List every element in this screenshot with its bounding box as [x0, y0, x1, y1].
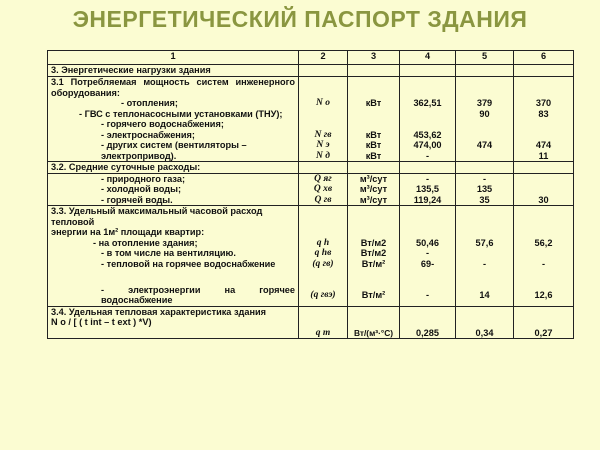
value: 11: [538, 150, 549, 161]
value: 90: [479, 108, 490, 119]
unit: кВт: [365, 98, 382, 108]
section-row: [48, 65, 574, 77]
value: -: [541, 258, 546, 269]
list-item: - электроснабжения;: [101, 129, 195, 140]
unit: кВт: [365, 140, 382, 150]
table-row: [48, 173, 574, 206]
symbol-cell: [299, 173, 348, 206]
unit: м³/сут: [359, 194, 388, 205]
list-item: - горячей воды.: [101, 194, 173, 205]
symbol: q h: [316, 237, 330, 248]
value-cell-col4: [400, 77, 456, 162]
value-cell-col6: [514, 206, 574, 307]
unit: Вт/м²: [361, 258, 386, 269]
row-3-1-description: [48, 77, 299, 162]
symbol-cell: [299, 306, 348, 339]
value: 69-: [420, 258, 435, 269]
list-item: - в том числе на вентиляцию.: [101, 248, 236, 258]
list-item: - отопления;: [121, 98, 178, 108]
unit: Вт/м²: [361, 290, 386, 300]
value: 12,6: [534, 290, 553, 300]
value: -: [482, 258, 487, 269]
unit: кВт: [365, 129, 382, 140]
symbol: N д: [316, 150, 330, 161]
header-col-6: 6: [514, 51, 574, 65]
value-cell-col6: [514, 173, 574, 206]
list-item: - других систем (вентиляторы – электропривод).: [101, 140, 247, 161]
value: -: [425, 248, 430, 258]
value: 57,6: [475, 237, 494, 248]
unit: м³/сут: [359, 184, 388, 194]
symbol: Q яг: [314, 173, 332, 184]
value: 0,34: [475, 327, 494, 338]
value: 370: [535, 98, 552, 108]
row-3-4-description: [48, 306, 299, 339]
header-col-2: 2: [299, 51, 348, 65]
table-row: [48, 206, 574, 307]
value: 474: [476, 140, 493, 150]
list-item: - ГВС с теплонасосными установками (ТНУ);: [79, 108, 283, 119]
row-3-3-description: [48, 206, 299, 307]
list-item: - холодной воды;: [101, 184, 182, 194]
value: 474,00: [413, 140, 442, 150]
header-row: [48, 51, 574, 65]
value: 453,62: [413, 129, 442, 140]
value: -: [482, 173, 487, 184]
symbol: q m: [315, 327, 331, 338]
value: -: [425, 290, 430, 300]
value: -: [425, 150, 430, 161]
value: [517, 130, 570, 141]
value: [517, 248, 570, 259]
value: 135,5: [416, 184, 439, 194]
symbol: (q гвэ): [310, 290, 336, 300]
value: [459, 248, 510, 259]
list-item: - горячего водоснабжения;: [101, 119, 224, 129]
symbol: q hв: [314, 248, 332, 258]
value-cell-col5: [456, 306, 514, 339]
value: 119,24: [413, 194, 442, 205]
table-row: [48, 306, 574, 339]
value-cell-col5: [456, 173, 514, 206]
unit-cell: [348, 306, 400, 339]
list-item: - электроэнергии на горячее водоснабжение: [101, 284, 295, 305]
value-cell-col4: [400, 306, 456, 339]
header-col-1: 1: [48, 51, 299, 65]
value: [459, 151, 510, 162]
unit: Вт/(м³·°С): [353, 327, 394, 338]
symbol: Q хв: [313, 184, 333, 194]
value: [459, 130, 510, 141]
value-cell-col5: [456, 206, 514, 307]
value: [517, 174, 570, 185]
value-cell-col6: [514, 306, 574, 339]
value: 135: [476, 184, 493, 194]
list-item: - тепловой на горячее водоснабжение: [101, 258, 276, 269]
unit: Вт/м2: [360, 237, 387, 248]
symbol-cell: [299, 206, 348, 307]
symbol: Q гв: [314, 194, 332, 205]
unit: Вт/м2: [360, 248, 387, 258]
value-cell-col5: [456, 77, 514, 162]
value: 0,285: [416, 327, 439, 338]
value: 362,51: [413, 98, 442, 108]
list-item: - природного газа;: [101, 173, 186, 184]
list-item: - на отопление здания;: [93, 237, 198, 248]
row-label: энергии на 1м² площади квартир:: [51, 227, 205, 237]
row-3-2-description: [48, 173, 299, 206]
value: 0,27: [534, 327, 553, 338]
value: [517, 184, 570, 195]
formula: N o / [ ( t int – t ext ) *V): [51, 317, 152, 327]
unit-cell: [348, 173, 400, 206]
row-label: 3.1 Потребляемая мощность систем инженерного оборудования:: [51, 77, 295, 98]
table-row: [48, 77, 574, 162]
value: 30: [538, 194, 549, 205]
value: 83: [538, 108, 549, 119]
unit-cell: [348, 206, 400, 307]
value: 35: [479, 194, 490, 205]
value: 474: [535, 140, 552, 150]
unit: кВт: [365, 150, 382, 161]
section-title: 3. Энергетические нагрузки здания: [48, 65, 299, 77]
header-col-3: 3: [348, 51, 400, 65]
value: 50,46: [416, 237, 439, 248]
value-cell-col4: [400, 173, 456, 206]
unit: м³/сут: [359, 173, 388, 184]
header-col-5: 5: [456, 51, 514, 65]
energy-passport-table: [47, 50, 574, 339]
value-cell-col4: [400, 206, 456, 307]
page-title: ЭНЕРГЕТИЧЕСКИЙ ПАСПОРТ ЗДАНИЯ: [72, 6, 528, 32]
row-3-2-label: 3.2. Средние суточные расходы:: [48, 162, 299, 174]
header-col-4: 4: [400, 51, 456, 65]
row-label: 3.3. Удельный максимальный часовой расход тепловой: [51, 206, 263, 227]
value: 379: [476, 98, 493, 108]
symbol: N гв: [314, 129, 332, 140]
value: 56,2: [534, 237, 553, 248]
unit-cell: [348, 77, 400, 162]
symbol-cell: [299, 77, 348, 162]
value: [403, 109, 452, 120]
value: 14: [479, 290, 490, 300]
symbol: N э: [316, 140, 330, 150]
row-label: 3.4. Удельная тепловая характеристика здания: [51, 306, 267, 317]
table-row: [48, 162, 574, 174]
value: -: [425, 173, 430, 184]
symbol: N o: [316, 98, 330, 108]
value-cell-col6: [514, 77, 574, 162]
symbol: (q гв): [312, 258, 334, 269]
